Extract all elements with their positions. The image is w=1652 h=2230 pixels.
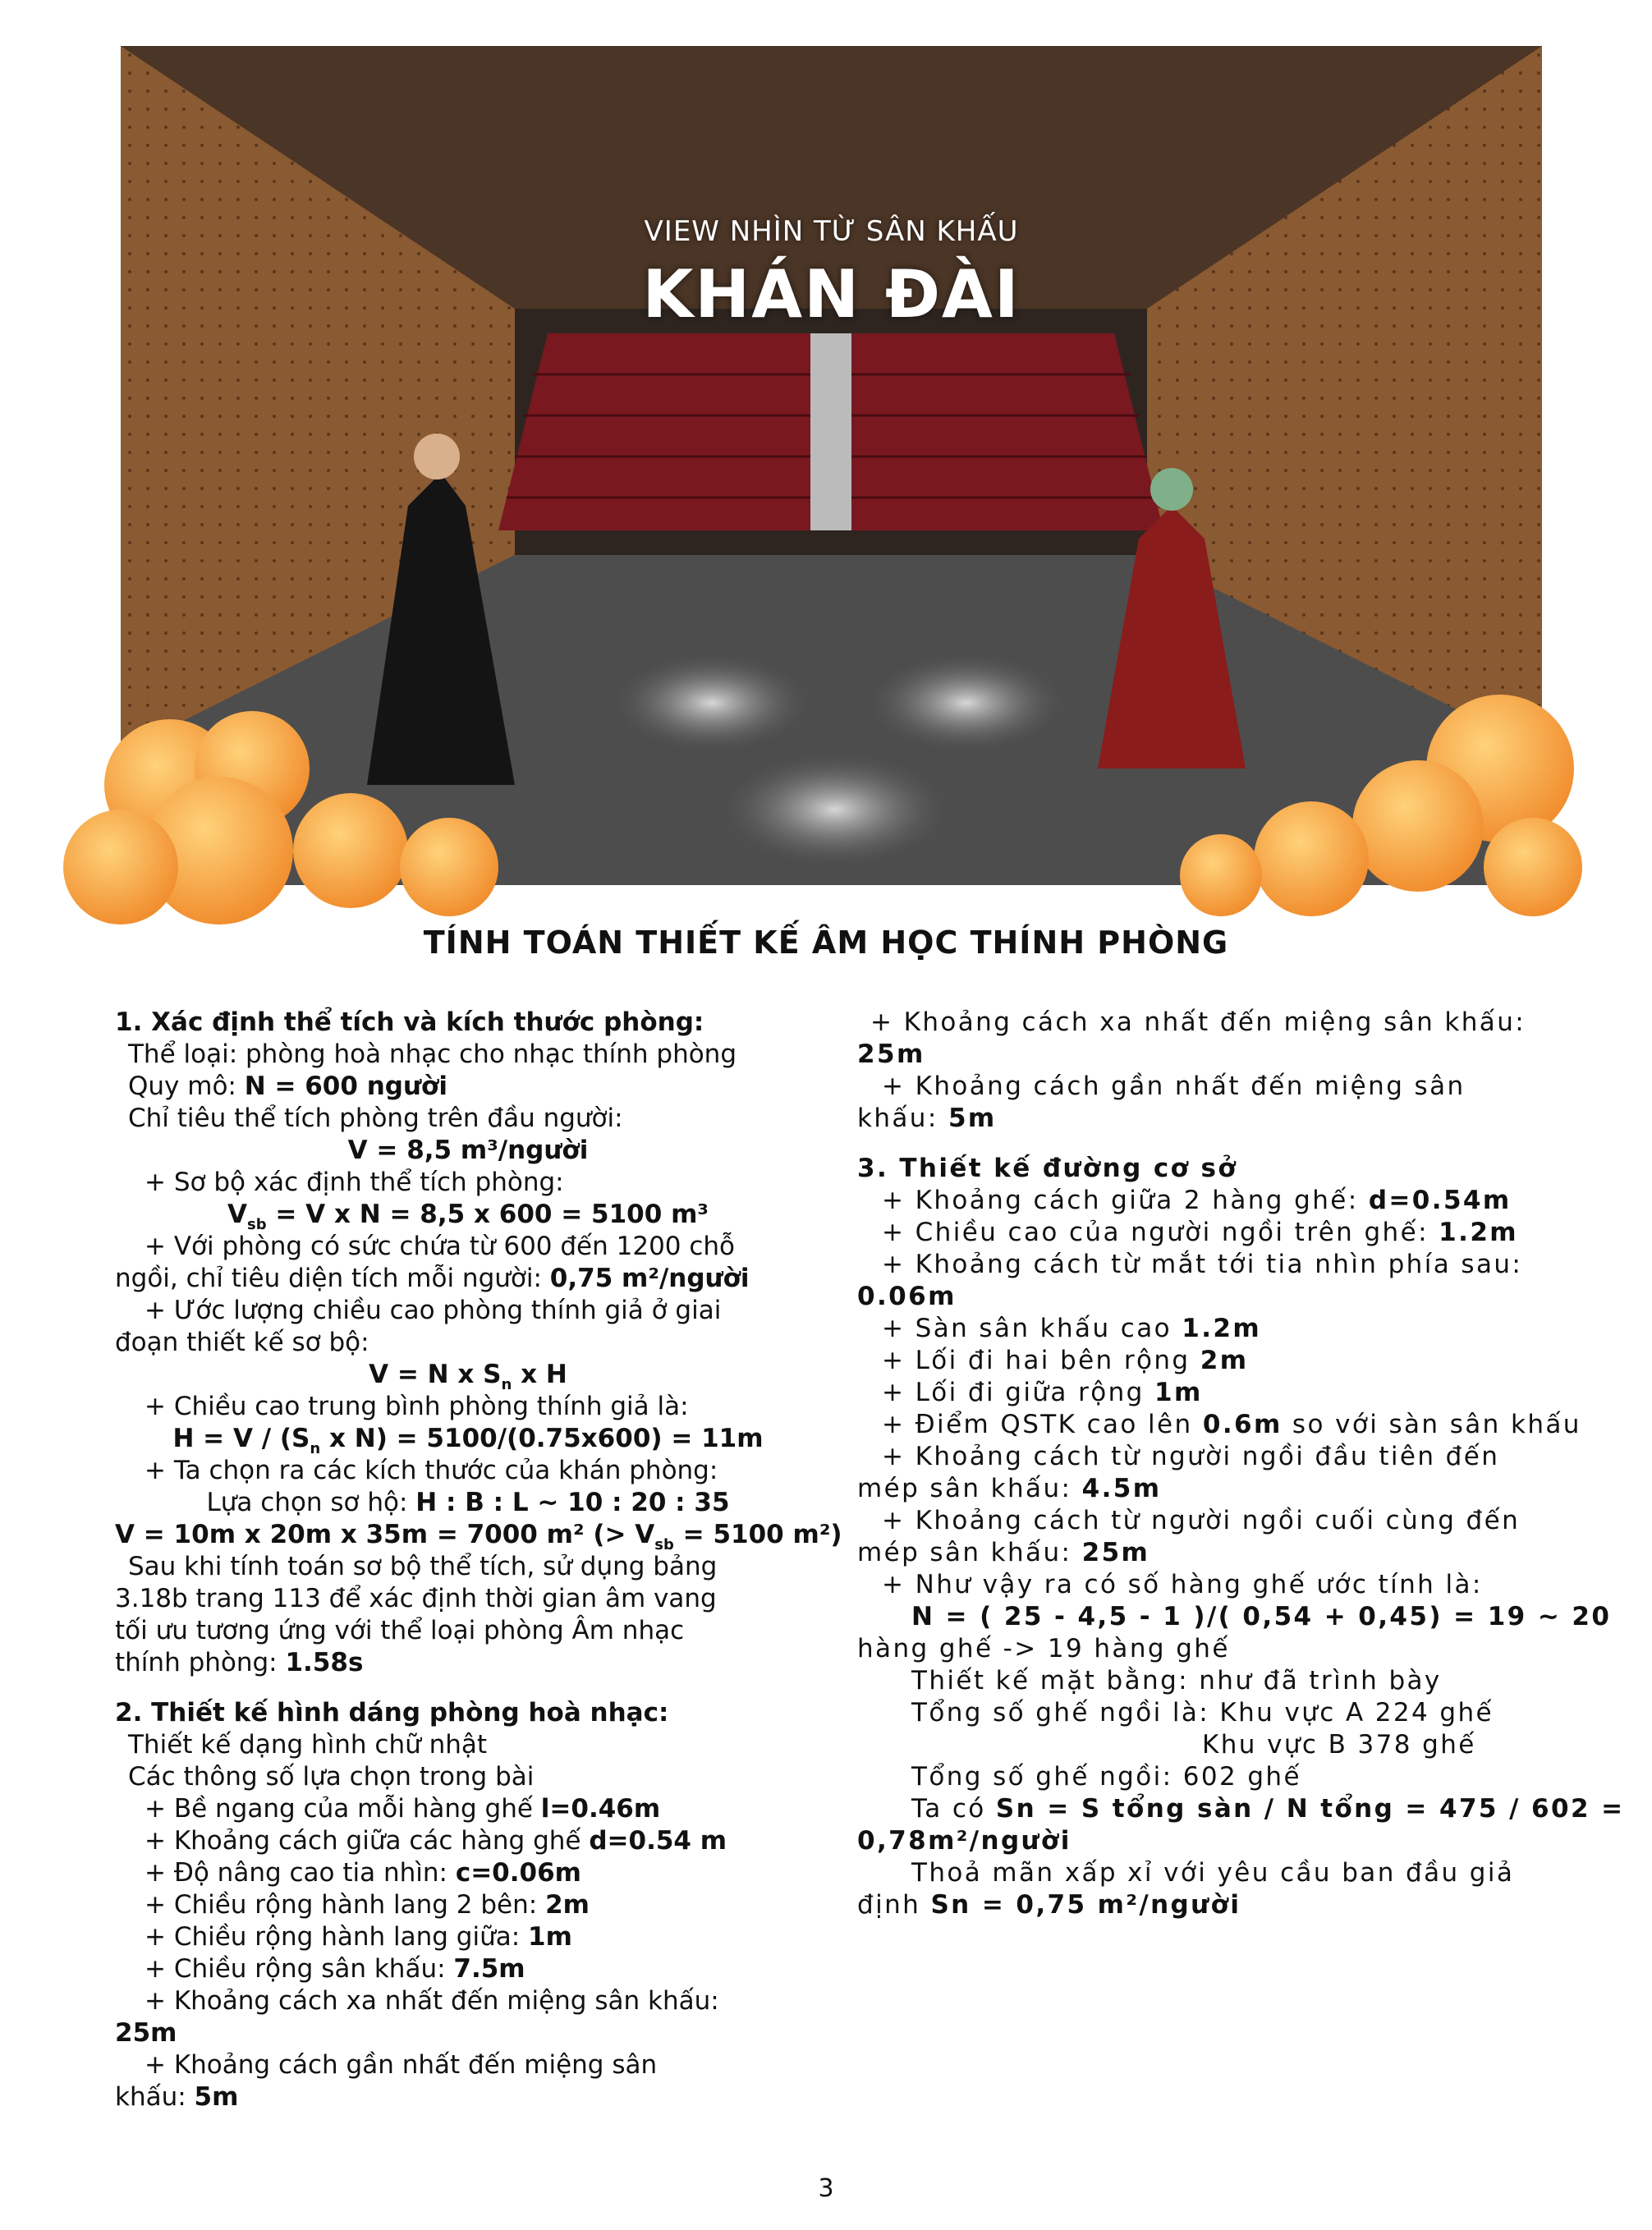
bold-text: 0,78m²/người — [857, 1826, 1072, 1856]
text-line — [115, 2081, 821, 2113]
photo-title: KHÁN ĐÀI — [642, 256, 1021, 333]
text-line — [115, 1135, 821, 1167]
bold-text: H = V / (S — [172, 1424, 310, 1453]
bold-text: 0.6m — [1202, 1410, 1283, 1439]
text: + Như vậy ra có số hàng ghế ước tính là: — [882, 1570, 1483, 1599]
bold-text: 7.5m — [453, 1954, 525, 1984]
text-line — [115, 1889, 821, 1921]
text-line — [857, 1007, 1555, 1039]
text: Tổng số ghế ngồi: 602 ghế — [911, 1762, 1301, 1792]
text: + Chiều cao của người ngồi trên ghế: — [882, 1218, 1439, 1247]
bold-text: d=0.54 m — [589, 1826, 727, 1856]
text: + Độ nâng cao tia nhìn: — [145, 1858, 456, 1888]
text-line — [857, 1793, 1625, 1825]
bold-text: H : B : L ~ 10 : 20 : 35 — [415, 1488, 730, 1517]
text: mép sân khấu: — [857, 1538, 1082, 1567]
text-line — [115, 1391, 821, 1423]
bold-text: V = 8,5 m³/người — [347, 1136, 589, 1165]
page-number: 3 — [818, 2174, 834, 2203]
bold-text: 1m — [528, 1922, 572, 1952]
text-line — [857, 1505, 1555, 1537]
text-line — [115, 1615, 821, 1647]
text: Quy mô: — [128, 1071, 245, 1101]
bold-text: = 5100 m²) — [673, 1520, 842, 1549]
text-line — [857, 1729, 1555, 1761]
text: + Điểm QSTK cao lên — [882, 1410, 1203, 1439]
text-line — [115, 1295, 821, 1327]
text: Thiết kế dạng hình chữ nhật — [128, 1730, 488, 1760]
bold-text: 25m — [857, 1039, 925, 1069]
text-line — [857, 1217, 1555, 1249]
auditorium-scene — [121, 46, 1542, 885]
text-line — [115, 1679, 821, 1697]
bold-text: 25m — [1081, 1538, 1150, 1567]
text: khấu: — [115, 2082, 195, 2112]
text-line — [115, 1519, 842, 1553]
text-line — [857, 1345, 1555, 1377]
bold-text: x N) = 5100/(0.75x600) = 11m — [320, 1424, 764, 1453]
bold-text: Sn = 0,75 m²/người — [930, 1890, 1241, 1920]
text-line — [115, 1167, 821, 1199]
text-line — [115, 1007, 821, 1039]
text-line — [857, 1633, 1555, 1665]
bold-text: V = N x S — [369, 1360, 502, 1389]
text: + Khoảng cách giữa các hàng ghế — [145, 1826, 590, 1856]
text-line — [115, 1423, 821, 1455]
text: + Khoảng cách giữa 2 hàng ghế: — [882, 1186, 1369, 1215]
text-line — [857, 1249, 1555, 1281]
text-line — [115, 2049, 821, 2081]
text-line — [857, 1825, 1555, 1857]
section-heading: TÍNH TOÁN THIẾT KẾ ÂM HỌC THÍNH PHÒNG — [423, 925, 1229, 961]
text-line — [115, 2017, 821, 2049]
bold-text: d=0.54m — [1368, 1186, 1512, 1215]
text: Các thông số lựa chọn trong bài — [128, 1762, 535, 1792]
text: Thoả mãn xấp xỉ với yêu cầu ban đầu giả — [911, 1858, 1515, 1888]
bold-text: 4.5m — [1081, 1474, 1162, 1503]
text: + Khoảng cách xa nhất đến miệng sân khấu: — [870, 1007, 1526, 1037]
bold-text: N = 600 người — [244, 1071, 447, 1101]
text-line — [857, 1071, 1555, 1103]
text-line — [857, 1135, 1555, 1153]
bold-text: 1.2m — [1182, 1314, 1262, 1343]
text-line — [857, 1697, 1555, 1729]
text-line — [857, 1857, 1555, 1889]
bold-text: 5m — [948, 1104, 997, 1133]
text: + Chiều rộng hành lang giữa: — [145, 1922, 529, 1952]
text-line — [857, 1153, 1555, 1185]
bold-text: 2m — [1200, 1346, 1249, 1375]
text-line — [115, 1199, 821, 1231]
text: tối ưu tương ứng với thể loại phòng Âm nhạc — [115, 1616, 685, 1645]
text-line — [115, 1697, 821, 1729]
text: + Lối đi giữa rộng — [882, 1378, 1154, 1407]
text: + Khoảng cách gần nhất đến miệng sân — [145, 2050, 658, 2080]
text: + Lối đi hai bên rộng — [882, 1346, 1200, 1375]
text-line — [115, 1263, 821, 1295]
subscript: sb — [654, 1536, 674, 1553]
bold-text: N = ( 25 - 4,5 - 1 )/( 0,54 + 0,45) = 19 ~ 20 — [911, 1602, 1612, 1631]
text-line — [115, 1647, 821, 1679]
text: Tổng số ghế ngồi là: Khu vực A 224 ghế — [911, 1698, 1494, 1728]
text-line — [115, 1071, 821, 1103]
text-line — [857, 1569, 1555, 1601]
bold-text: 3. Thiết kế đường cơ sở — [857, 1154, 1238, 1183]
text-line — [857, 1409, 1581, 1441]
bold-text: V — [227, 1200, 248, 1229]
text-line — [115, 1039, 821, 1071]
bold-text: Sn = S tổng sàn / N tổng = 475 / 602 = — [995, 1794, 1625, 1824]
text: + Sơ bộ xác định thể tích phòng: — [145, 1168, 564, 1197]
text: định — [857, 1890, 931, 1920]
text-line — [115, 1761, 821, 1793]
text: + Ước lượng chiều cao phòng thính giả ở giai — [145, 1296, 722, 1325]
text-line — [857, 1441, 1555, 1473]
text: + Khoảng cách từ người ngồi cuối cùng đến — [882, 1506, 1521, 1535]
text-line — [115, 1825, 821, 1857]
text-line — [857, 1039, 1555, 1071]
text: Ta có — [911, 1794, 996, 1824]
bold-text: 2m — [545, 1890, 590, 1920]
text-line — [857, 1185, 1555, 1217]
text-line — [857, 1665, 1555, 1697]
text: + Sàn sân khấu cao — [882, 1314, 1182, 1343]
text-line — [115, 1793, 821, 1825]
text: 3.18b trang 113 để xác định thời gian âm vang — [115, 1584, 717, 1613]
text-line — [115, 1327, 821, 1359]
text-line — [115, 1359, 821, 1391]
text-line — [115, 1953, 821, 1985]
text: khấu: — [857, 1104, 948, 1133]
text-line — [115, 1985, 821, 2017]
text-line — [857, 1889, 1555, 1921]
auditorium-render-image — [121, 46, 1542, 885]
text: ngồi, chỉ tiêu diện tích mỗi người: — [115, 1264, 550, 1293]
text: đoạn thiết kế sơ bộ: — [115, 1328, 369, 1357]
text-line — [857, 1313, 1555, 1345]
text-line — [115, 1487, 821, 1519]
text: + Với phòng có sức chứa từ 600 đến 1200 chỗ — [145, 1232, 736, 1261]
text-line — [115, 1551, 821, 1583]
text-line — [115, 1729, 821, 1761]
text: + Khoảng cách từ người ngồi đầu tiên đến — [882, 1442, 1500, 1471]
bold-text: c=0.06m — [455, 1858, 581, 1888]
text: + Chiều rộng hành lang 2 bên: — [145, 1890, 546, 1920]
subscript: n — [310, 1440, 321, 1457]
text: + Chiều cao trung bình phòng thính giả là: — [145, 1392, 689, 1421]
text: so với sàn sân khấu — [1282, 1410, 1581, 1439]
text-line — [115, 1857, 821, 1889]
bold-text: x H — [512, 1360, 567, 1389]
text-line — [857, 1103, 1555, 1135]
text-line — [115, 1231, 821, 1263]
text: + Khoảng cách từ mắt tới tia nhìn phía sau: — [882, 1250, 1523, 1279]
photo-subtitle: VIEW NHÌN TỪ SÂN KHẤU — [644, 215, 1019, 248]
text-line — [857, 1537, 1555, 1569]
text-line — [115, 1921, 821, 1953]
text-line — [857, 1601, 1612, 1633]
bold-text: 2. Thiết kế hình dáng phòng hoà nhạc: — [115, 1698, 669, 1728]
text: hàng ghế -> 19 hàng ghế — [857, 1634, 1230, 1663]
text: Khu vực B 378 ghế — [1202, 1730, 1476, 1760]
text-line — [115, 1103, 821, 1135]
bold-text: 0.06m — [857, 1282, 957, 1311]
text: Lựa chọn sơ hộ: — [206, 1488, 416, 1517]
text: mép sân khấu: — [857, 1474, 1082, 1503]
text: Thiết kế mặt bằng: như đã trình bày — [911, 1666, 1442, 1695]
bold-text: = V x N = 8,5 x 600 = 5100 m³ — [266, 1200, 709, 1229]
text: Thể loại: phòng hoà nhạc cho nhạc thính phòng — [128, 1039, 737, 1069]
text: + Khoảng cách gần nhất đến miệng sân — [882, 1071, 1466, 1101]
text-line — [857, 1281, 1555, 1313]
text-line — [115, 1583, 821, 1615]
left-column-text — [115, 1007, 842, 2113]
subscript: n — [501, 1376, 512, 1393]
text: + Ta chọn ra các kích thước của khán phòng: — [145, 1456, 718, 1485]
text: + Chiều rộng sân khấu: — [145, 1954, 454, 1984]
bold-text: 0,75 m²/người — [549, 1264, 750, 1293]
subscript: sb — [247, 1216, 267, 1233]
bold-text: 1m — [1154, 1378, 1203, 1407]
text: + Bề ngang của mỗi hàng ghế — [145, 1794, 541, 1824]
text: thính phòng: — [115, 1648, 286, 1677]
text: + Khoảng cách xa nhất đến miệng sân khấu: — [145, 1986, 719, 2016]
bold-text: 1.2m — [1439, 1218, 1518, 1247]
bold-text: l=0.46m — [540, 1794, 661, 1824]
bold-text: 1. Xác định thể tích và kích thước phòng: — [115, 1007, 704, 1037]
text: Sau khi tính toán sơ bộ thể tích, sử dụng bảng — [128, 1552, 718, 1581]
text-line — [857, 1377, 1555, 1409]
text-line — [857, 1473, 1555, 1505]
text: Chỉ tiêu thể tích phòng trên đầu người: — [128, 1104, 623, 1133]
text-line — [857, 1761, 1555, 1793]
bold-text: 25m — [115, 2018, 177, 2048]
bold-text: 5m — [194, 2082, 239, 2112]
bold-text: 1.58s — [285, 1648, 364, 1677]
bold-text: V = 10m x 20m x 35m = 7000 m² (> V — [115, 1520, 655, 1549]
right-column-text — [857, 1007, 1625, 1921]
text-line — [115, 1455, 821, 1487]
